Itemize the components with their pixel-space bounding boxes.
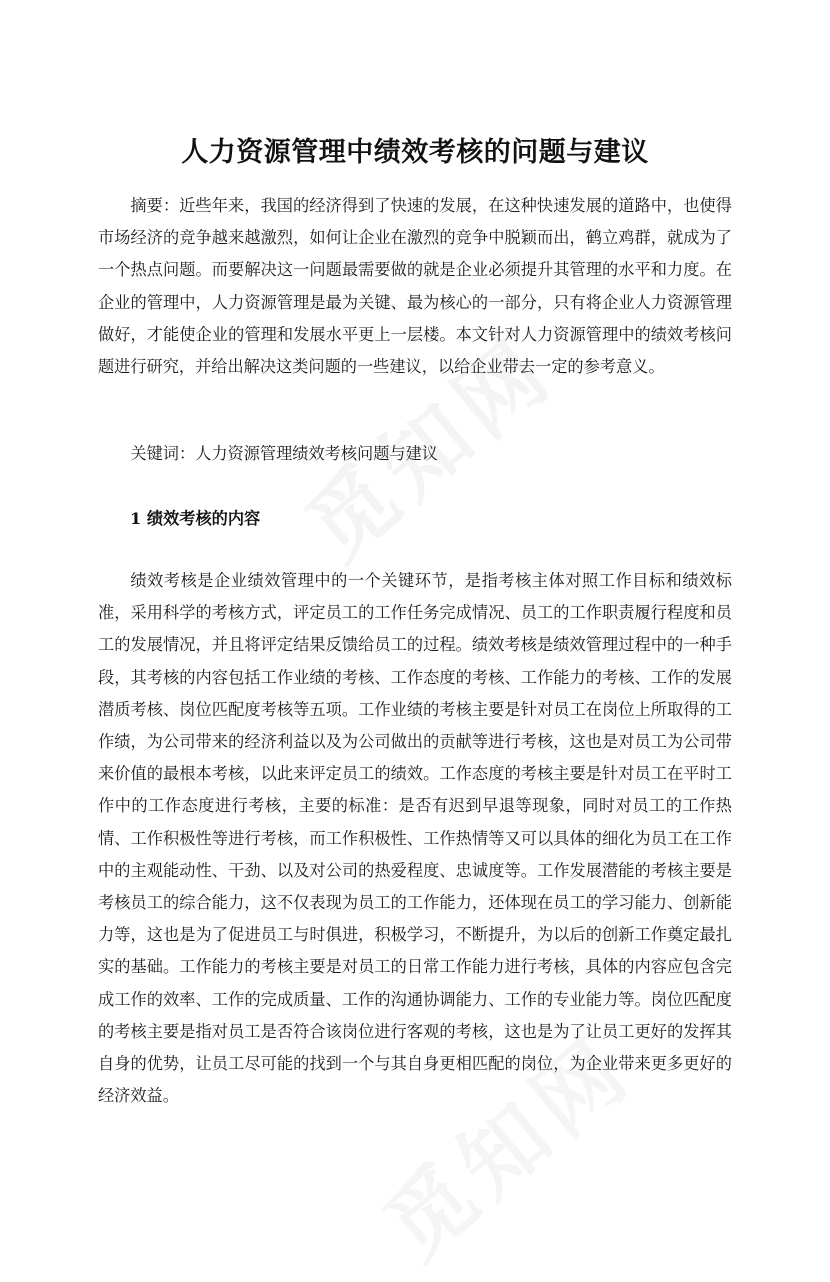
section-heading: 1 绩效考核的内容	[130, 509, 261, 528]
keywords-line: 关键词：人力资源管理绩效考核问题与建议	[130, 444, 438, 463]
abstract-paragraph: 摘要：近些年来，我国的经济得到了快速的发展，在这种快速发展的道路中，也使得市场经济的竞争越来越激烈，如何让企业在激烈的竞争中脱颖而出，鹤立鸡群，就成为了一个热点问题。而要解决这一问题最需要做的就是企业必须提升其管理的水平和力度。在企业的管理中，人力资源管理是最为关键、最为核心的一部分，只有将企业人力资源管理做好，才能使企业的管理和发展水平更上一层楼。本文针对人力资源管理中的绩效考核问题进行研究，并给出解决这类问题的一些建议，以给企业带去一定的参考意义。	[98, 196, 732, 377]
document-title: 人力资源管理中绩效考核的问题与建议	[181, 137, 649, 169]
section-body-paragraph: 绩效考核是企业绩效管理中的一个关键环节，是指考核主体对照工作目标和绩效标准，采用科学的考核方式，评定员工的工作任务完成情况、员工的工作职责履行程度和员工的发展情况，并且将评定结果反馈给员工的过程。绩效考核是绩效管理过程中的一种手段，其考核的内容包括工作业绩的考核、工作态度的考核、工作能力的考核、工作的发展潜质考核、岗位匹配度考核等五项。工作业绩的考核主要是针对员工在岗位上所取得的工作绩，为公司带来的经济利益以及为公司做出的贡献等进行考核，这也是对员工为公司带来价值的最根本考核，以此来评定员工的绩效。工作态度的考核主要是针对员工在平时工作中的工作态度进行考核，主要的标准：是否有迟到早退等现象，同时对员工的工作热情、工作积极性等进行考核，而工作积极性、工作热情等又可以具体的细化为员工在工作中的主观能动性、干劲、以及对公司的热爱程度、忠诚度等。工作发展潜能的考核主要是考核员工的综合能力，这不仅表现为员工的工作能力，还体现在员工的学习能力、创新能力等，这也是为了促进员工与时俱进，积极学习，不断提升，为以后的创新工作奠定最扎实的基础。工作能力的考核主要是对员工的日常工作能力进行考核，具体的内容应包含完成工作的效率、工作的完成质量、工作的沟通协调能力、工作的专业能力等。岗位匹配度的考核主要是指对员工是否符合该岗位进行客观的考核，这也是为了让员工更好的发挥其自身的优势，让员工尽可能的找到一个与其自身更相匹配的岗位，为企业带来更多更好的经济效益。	[98, 571, 732, 1106]
